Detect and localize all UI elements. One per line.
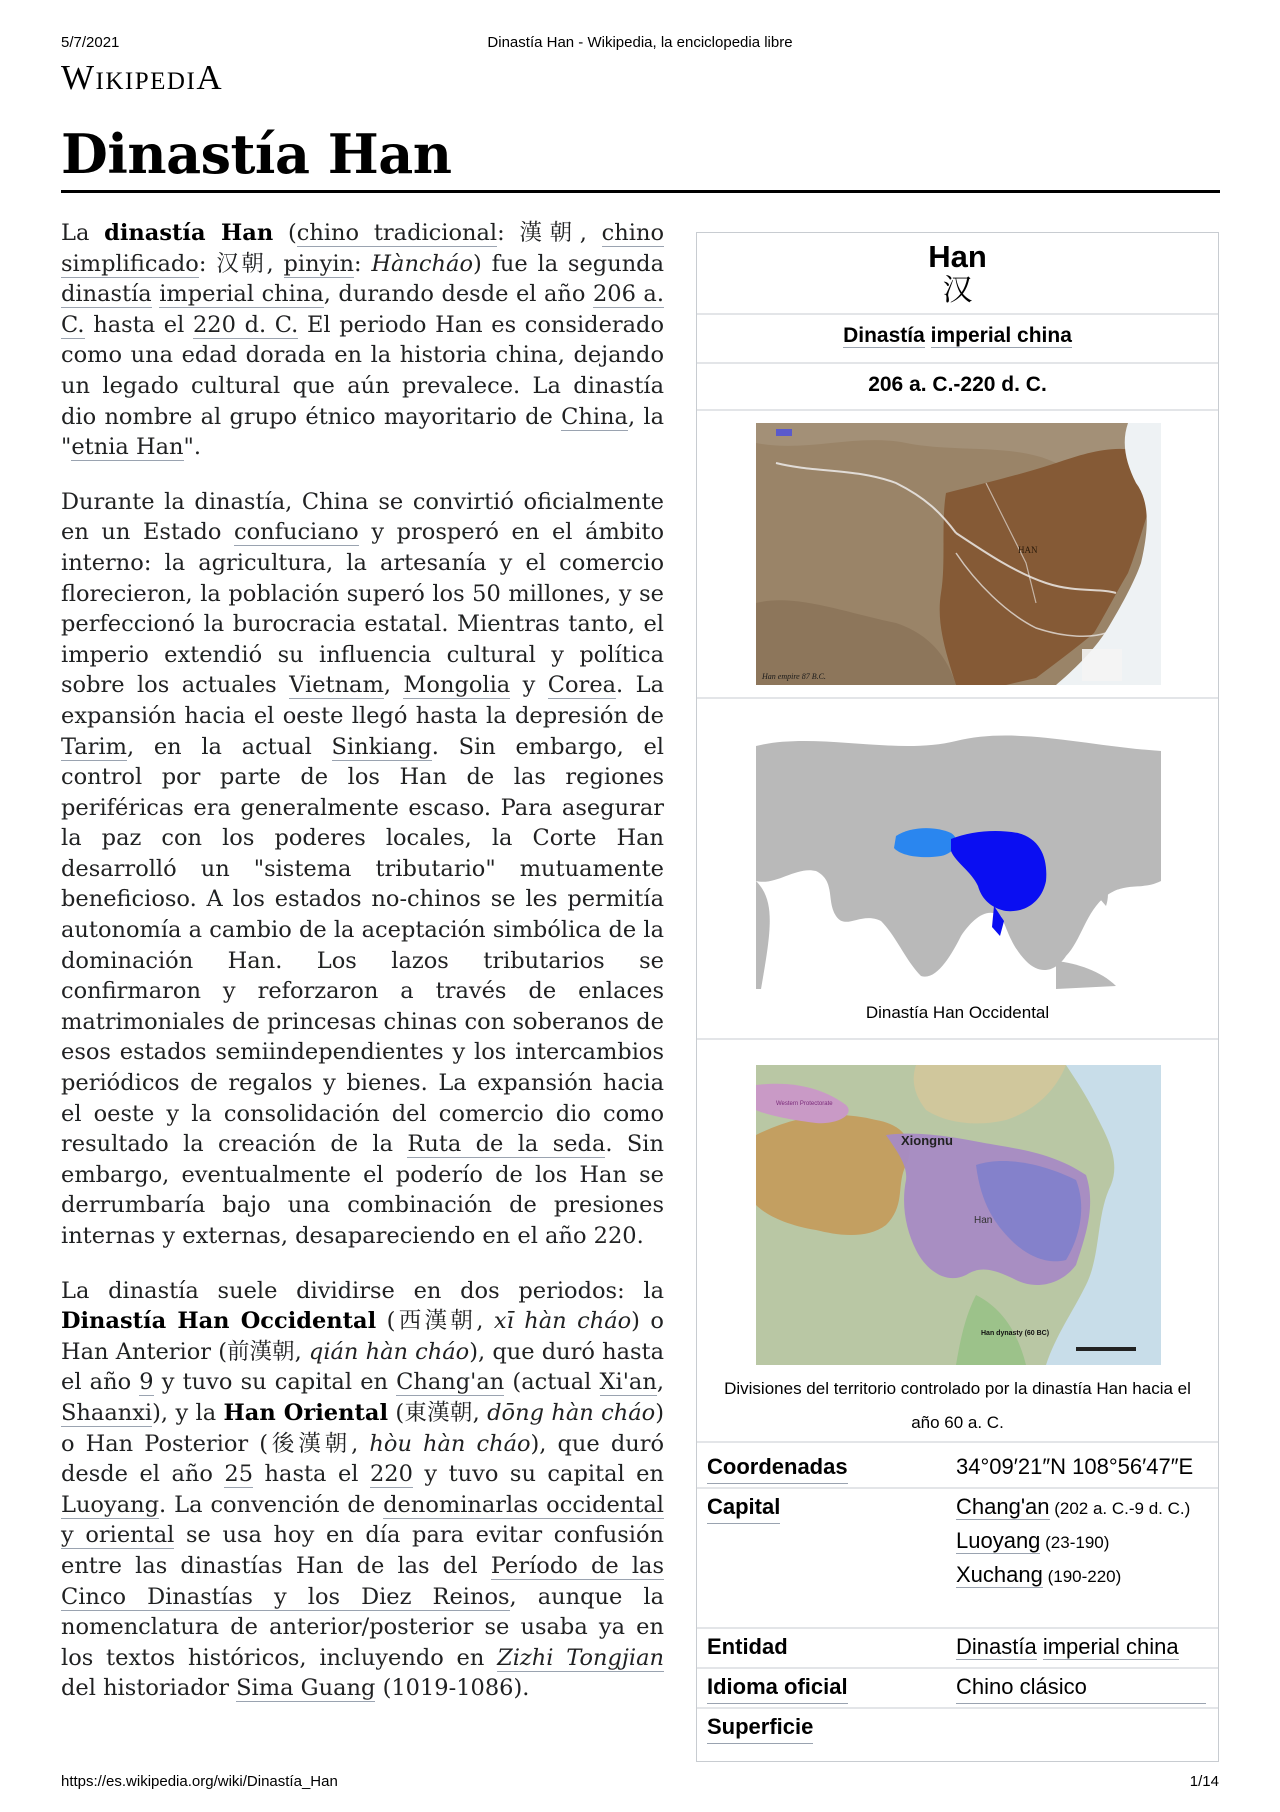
link-china[interactable]: China	[561, 403, 628, 430]
wikipedia-wordmark[interactable]: WIKIPEDIA	[61, 58, 224, 97]
print-date: 5/7/2021	[61, 34, 120, 51]
capital-link-luoyang[interactable]: Luoyang	[956, 1528, 1041, 1553]
infobox-divider	[697, 1627, 1218, 1629]
map-label-xiongnu: Xiongnu	[901, 1133, 953, 1148]
political-map-caption: Divisiones del territorio controlado por la dinastía Han hacia el año 60 a. C.	[724, 1379, 1191, 1432]
link-etnia-han[interactable]: etnia Han	[71, 434, 184, 461]
map-label-han-dynasty-60bc: Han dynasty (60 BC)	[981, 1330, 1050, 1337]
link-cinco-dinastias[interactable]: Período de las Cinco Dinastías y los Diez Reinos	[61, 1552, 664, 1610]
relief-map[interactable]	[756, 423, 1161, 685]
link-ruta-de-la-seda[interactable]: Ruta de la seda	[407, 1131, 606, 1158]
infobox-type-link-dinastia[interactable]: Dinastía	[843, 324, 925, 347]
map-label-western-protectorate: Western Protectorate	[776, 1101, 833, 1107]
infobox-label-capital[interactable]: Capital	[707, 1491, 780, 1524]
infobox-divider	[697, 362, 1218, 364]
link-220-dc[interactable]: 220 d. C.	[192, 311, 299, 338]
link-confuciano[interactable]: confuciano	[234, 519, 359, 546]
print-title: Dinastía Han - Wikipedia, la enciclopedia libre	[487, 34, 793, 51]
map-label-empire: Han empire 87 B.C.	[762, 672, 826, 681]
link-chino-simplificado[interactable]: chino simplificado	[61, 220, 664, 277]
print-url: https://es.wikipedia.org/wiki/Dinastía_Han	[61, 1773, 338, 1790]
entidad-link-dinastia[interactable]: Dinastía	[956, 1634, 1037, 1659]
paragraph-intro: La dinastía Han (chino tradicional: 漢朝, chino simplificado: 汉朝, pinyin: Hàncháo) fue la segunda dinastía imperial china, durando desde el año 206 a. C. hasta el 220 d. C. El periodo Han es considerado como una edad dorada en la historia china, dejando un legado cultural que aún prevalece. La dinastía dio nombre al grupo étnico mayoritario de China, la "etnia Han".	[61, 220, 665, 461]
infobox-value-idioma[interactable]: Chino clásico	[956, 1671, 1206, 1704]
link-corea[interactable]: Corea	[547, 672, 617, 699]
print-page-number: 1/14	[1189, 1773, 1219, 1790]
infobox-native-name: 汉	[942, 274, 973, 307]
infobox-label-idioma[interactable]: Idioma oficial	[707, 1671, 848, 1704]
link-chino-tradicional[interactable]: chino tradicional	[296, 220, 498, 246]
infobox-divider	[697, 1441, 1218, 1443]
article-body	[61, 218, 664, 1728]
link-year-25[interactable]: 25	[224, 1461, 254, 1488]
link-xian[interactable]: Xi'an	[599, 1369, 657, 1396]
link-sinkiang[interactable]: Sinkiang	[331, 733, 432, 760]
link-206-ac[interactable]: 206 a. C.	[61, 281, 664, 338]
infobox-period: 206 a. C.-220 d. C.	[868, 373, 1047, 396]
infobox-divider	[697, 409, 1218, 411]
infobox-value-capital: Chang'an (202 a. C.-9 d. C.) Luoyang (23-190) Xuchang (190-220)	[956, 1494, 1191, 1587]
link-mongolia[interactable]: Mongolia	[403, 672, 511, 699]
infobox-type-link-imperial[interactable]: imperial china	[930, 324, 1072, 347]
infobox-label-superficie[interactable]: Superficie	[707, 1711, 813, 1744]
paragraph-history: Durante la dinastía, China se convirtió oficialmente en un Estado confuciano y prosperó en el ámbito interno: la agricultura, la artesanía y el comercio florecieron, la población superó los 50 millones, y se perfeccionó la burocracia estatal. Mientras tanto, el imperio extendió su influencia cultural y política sobre los actuales Vietnam, Mongolia y Corea. La expansión hacia el oeste llegó hasta la depresión de Tarim, en la actual Sinkiang. Sin embargo, el control por parte de los Han de las regiones periféricas era generalmente escaso. Para asegurar la paz con los poderes locales, la Corte Han desarrolló un "sistema tributario" mutuamente beneficioso. A los estados no-chinos se les permitía autonomía a cambio de la aceptación simbólica de la dominación Han. Los lazos tributarios se confirmaron y reforzaron a través de enlaces matrimoniales de princesas chinas con soberanos de esos estados semiindependientes y los intercambios periódicos de regalos y bienes. La expansión hacia el oeste y la consolidación del comercio dio como resultado la creación de la Ruta de la seda. Sin embargo, eventualmente el poderío de los Han se derrumbaría bajo una combinación de presiones internas y externas, desapareciendo en el año 220.	[61, 488, 665, 1249]
link-dinastia[interactable]: dinastía	[61, 281, 152, 308]
infobox-value-entidad	[956, 1631, 1206, 1663]
infobox-divider	[697, 1667, 1218, 1669]
print-footer	[0, 1773, 1280, 1793]
locator-map-icon	[756, 731, 1161, 989]
infobox-value-coordenadas[interactable]: 34°09′21″N 108°56′47″E	[956, 1454, 1194, 1479]
locator-map[interactable]	[756, 731, 1161, 989]
link-sima-guang[interactable]: Sima Guang	[236, 1675, 376, 1702]
link-year-9[interactable]: 9	[139, 1369, 154, 1396]
infobox	[696, 232, 1219, 1762]
link-luoyang[interactable]: Luoyang	[61, 1491, 159, 1518]
infobox-divider	[697, 1707, 1218, 1709]
infobox-divider	[697, 313, 1218, 315]
capital-link-changan[interactable]: Chang'an	[956, 1494, 1050, 1519]
print-header	[0, 34, 1280, 54]
link-vietnam[interactable]: Vietnam	[289, 672, 384, 699]
infobox-label-entidad: Entidad	[707, 1634, 788, 1659]
link-zizhi-tongjian[interactable]: Zizhi Tongjian	[497, 1644, 664, 1671]
paragraph-periods: La dinastía suele dividirse en dos periodos: la Dinastía Han Occidental (西漢朝, xī hàn cháo) o Han Anterior (前漢朝, qián hàn cháo), que duró hasta el año 9 y tuvo su capital en Chang'an (actual Xi'an, Shaanxi), y la Han Oriental (東漢朝, dōng hàn cháo) o Han Posterior (後漢朝, hòu hàn cháo), que duró desde el año 25 hasta el 220 y tuvo su capital en Luoyang. La convención de denominarlas occidental y oriental se usa hoy en día para evitar confusión entre las dinastías Han de las del Período de las Cinco Dinastías y los Diez Reinos, aunque la nomenclatura de anterior/posterior se usaba ya en los textos históricos, incluyendo en Zizhi Tongjian del historiador Sima Guang (1019-1086).	[61, 1277, 665, 1702]
infobox-label-coordenadas[interactable]: Coordenadas	[707, 1451, 848, 1484]
link-changan[interactable]: Chang'an	[396, 1369, 505, 1396]
link-tarim[interactable]: Tarim	[61, 733, 127, 760]
link-pinyin[interactable]: pinyin	[283, 250, 355, 277]
title-divider	[61, 190, 1220, 193]
link-denominarlas[interactable]: denominarlas occidental y oriental	[61, 1491, 664, 1549]
map-label-han: Han	[974, 1215, 993, 1226]
map-label-han: HAN	[1018, 545, 1038, 555]
infobox-type	[697, 321, 1218, 351]
infobox-divider	[697, 697, 1218, 699]
infobox-divider	[697, 1487, 1218, 1489]
political-map-icon	[756, 1065, 1161, 1365]
page-title: Dinastía Han	[61, 122, 452, 186]
political-map[interactable]	[756, 1065, 1161, 1365]
link-imperial-china[interactable]: imperial china	[159, 281, 324, 308]
entidad-link-imperial[interactable]: imperial china	[1042, 1634, 1179, 1659]
infobox-name: Han	[928, 239, 987, 274]
link-shaanxi[interactable]: Shaanxi	[61, 1399, 153, 1426]
relief-map-icon	[756, 423, 1161, 685]
infobox-divider	[697, 1038, 1218, 1040]
locator-map-caption: Dinastía Han Occidental	[865, 1003, 1050, 1022]
capital-link-xuchang[interactable]: Xuchang	[956, 1562, 1043, 1587]
link-year-220[interactable]: 220	[369, 1461, 413, 1488]
